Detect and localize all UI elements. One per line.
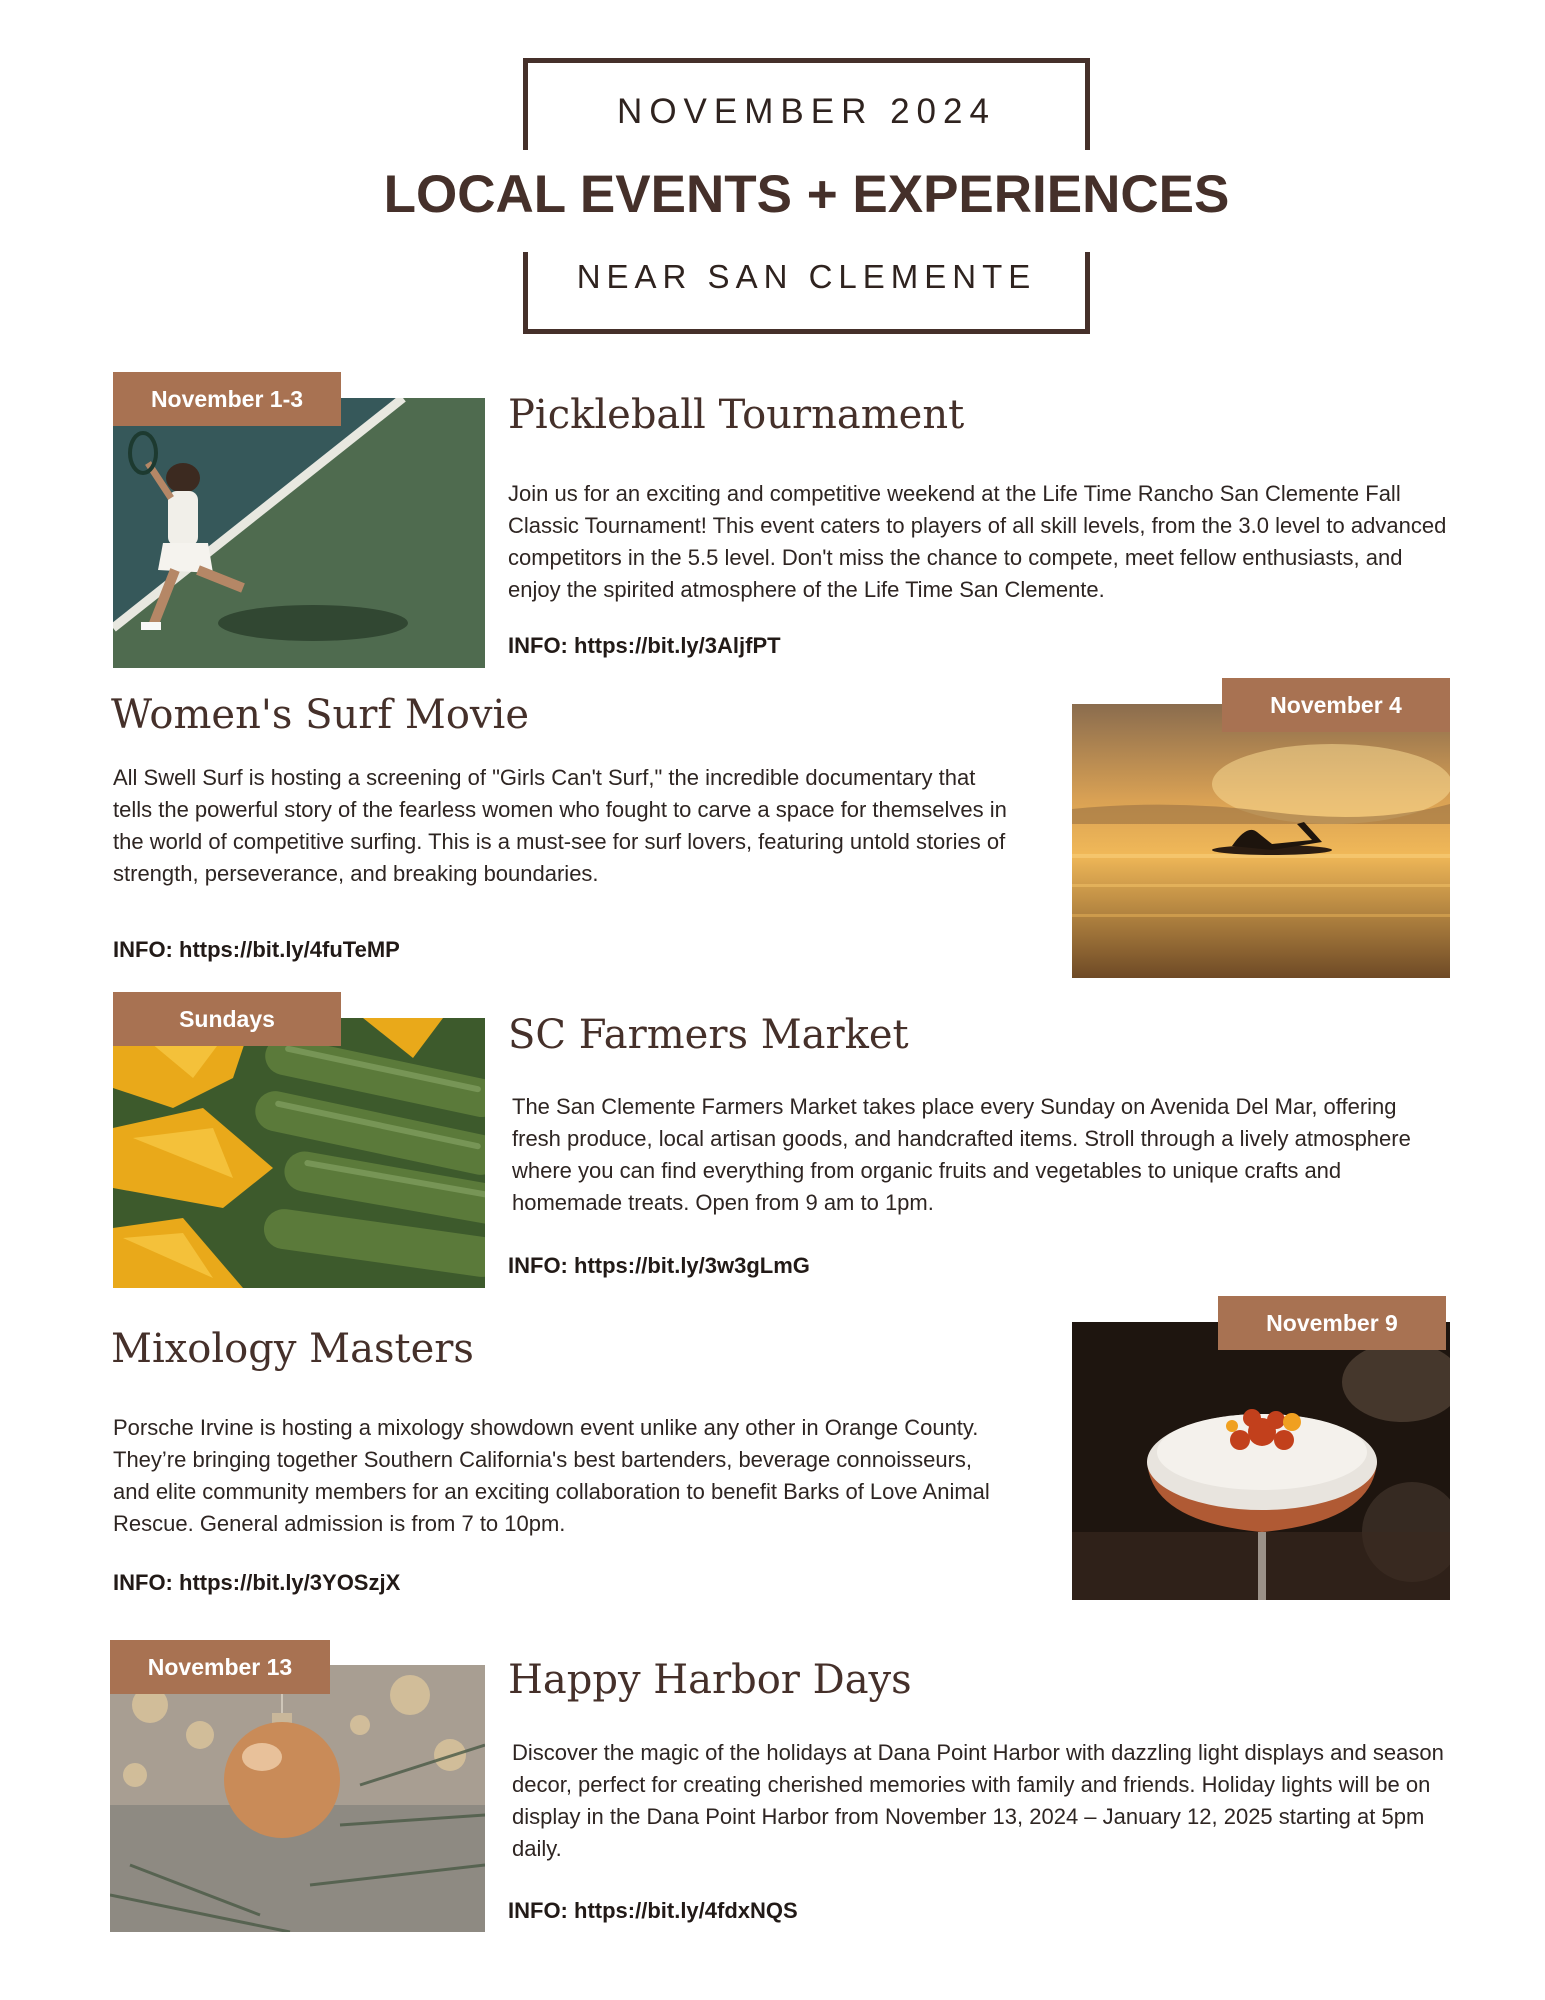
event-link[interactable]: https://bit.ly/4fuTeMP [179,937,400,962]
surfer-sunset-photo [1072,704,1450,978]
christmas-ornament-photo [110,1665,485,1932]
event-info [113,1570,400,1596]
event-title: SC Farmers Market [508,1012,909,1058]
event-link[interactable]: https://bit.ly/3w3gLmG [574,1253,810,1278]
event-date-tag: November 4 [1222,678,1450,732]
event-description: All Swell Surf is hosting a screening of "Girls Can't Surf," the incredible documentary that tells the powerful story of the fearless women who fought to carve a space for themselves in the world of competitive surfing. This is a must-see for surf lovers, featuring untold stories of strength, perseverance, and breaking boundaries. [113,765,1007,886]
event-info [508,633,781,659]
event-description: Join us for an exciting and competitive weekend at the Life Time Rancho San Clemente Fall Classic Tournament! This event caters to players of all skill levels, from the 3.0 level to advanced competitors in the 5.5 level. Don't miss the chance to compete, meet fellow enthusiasts, and enjoy the spirited atmosphere of the Life Time San Clemente. [508,481,1447,602]
event-info [113,937,400,963]
info-label: INFO: [508,1898,568,1923]
event-date-tag: November 9 [1218,1296,1446,1350]
zucchini-blossoms-photo [113,1018,485,1288]
header-subtitle: NEAR SAN CLEMENTE [576,258,1037,295]
event-title: Pickleball Tournament [508,392,965,438]
event-description: Porsche Irvine is hosting a mixology showdown event unlike any other in Orange County. They’re bringing together Southern California's best bartenders, beverage connoisseurs, and elite community members for an exciting collaboration to benefit Barks of Love Animal Rescue. General admission is from 7 to 10pm. [113,1415,990,1536]
event-description: Discover the magic of the holidays at Dana Point Harbor with dazzling light displays and season decor, perfect for creating cherished memories with family and friends. Holiday lights will be on display in the Dana Point Harbor from November 13, 2024 – January 12, 2025 starting at 5pm daily. [512,1740,1444,1861]
event-link[interactable]: https://bit.ly/3AljfPT [574,633,781,658]
header-month: NOVEMBER 2024 [617,92,996,131]
event-info [508,1253,810,1279]
info-label: INFO: [508,633,568,658]
event-title: Women's Surf Movie [111,692,529,738]
event-title: Mixology Masters [111,1326,474,1372]
event-link[interactable]: https://bit.ly/3YOSzjX [179,1570,401,1595]
page-title: LOCAL EVENTS + EXPERIENCES [383,165,1230,224]
info-label: INFO: [113,937,173,962]
event-date-tag: November 1-3 [113,372,341,426]
event-description: The San Clemente Farmers Market takes place every Sunday on Avenida Del Mar, offering fresh produce, local artisan goods, and handcrafted items. Stroll through a lively atmosphere where you can find everything from organic fruits and vegetables to unique crafts and homemade treats. Open from 9 am to 1pm. [512,1094,1411,1215]
event-link[interactable]: https://bit.ly/4fdxNQS [574,1898,798,1923]
info-label: INFO: [113,1570,173,1595]
pickleball-player-photo [113,398,485,668]
cocktail-photo [1072,1322,1450,1600]
event-info [508,1898,798,1924]
event-date-tag: Sundays [113,992,341,1046]
info-label: INFO: [508,1253,568,1278]
event-title: Happy Harbor Days [508,1657,912,1703]
event-date-tag: November 13 [110,1640,330,1694]
